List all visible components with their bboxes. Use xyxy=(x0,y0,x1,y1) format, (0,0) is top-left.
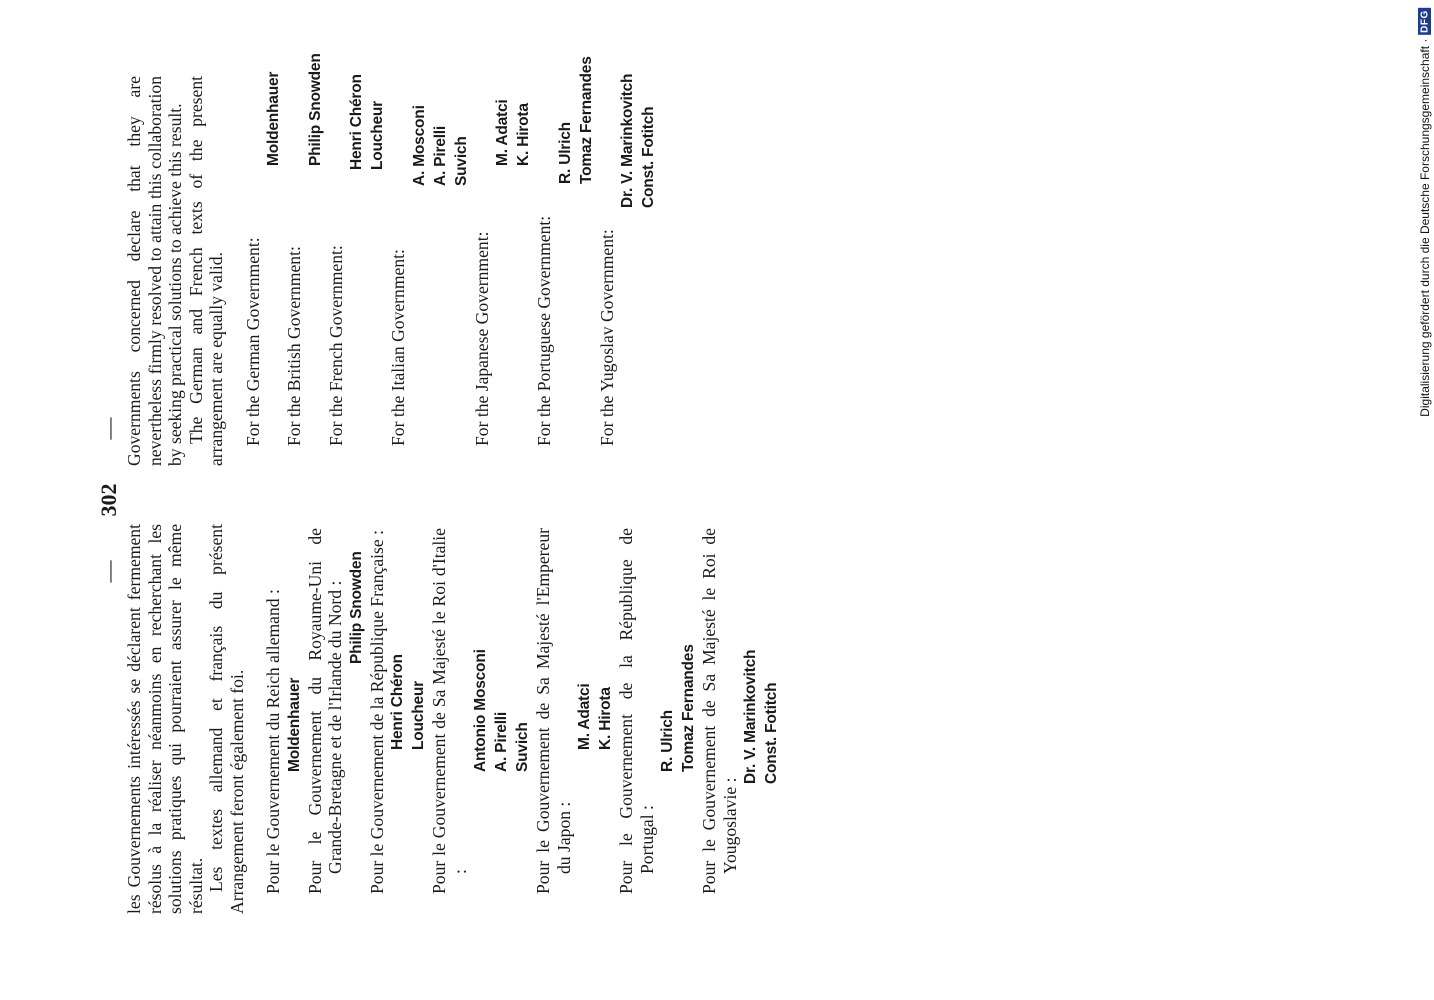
signer-name: Henri Chéron xyxy=(348,74,365,170)
english-signers-italy xyxy=(409,76,472,466)
signer-name: K. Hirota xyxy=(597,687,614,750)
dash-left: — xyxy=(96,560,121,583)
signer-name: Tomaz Fernandes xyxy=(680,644,697,772)
english-signers-portugal xyxy=(555,56,597,466)
french-heading-uk: Pour le Gouvernement du Royaume-Uni de Grande-Bretagne et de l'Irlande du Nord : xyxy=(304,528,345,894)
english-heading-italy: For the Italian Government: xyxy=(388,249,408,446)
french-column xyxy=(124,524,782,914)
signer-name: A. Mosconi xyxy=(410,105,428,186)
french-heading-japan: Pour le Gouvernement de Sa Majesté l'Empereur du Japon : xyxy=(533,528,574,894)
signer-name: A. Pirelli xyxy=(431,125,449,186)
signer-name: R. Ulrich xyxy=(659,710,676,772)
french-signers-germany xyxy=(284,524,305,914)
french-heading-germany: Pour le Gouvernement du Reich allemand : xyxy=(263,589,283,894)
signer-name: Philip Snowden xyxy=(306,53,324,166)
english-heading-germany: For the German Government: xyxy=(242,237,263,446)
french-signers-yugoslavia xyxy=(740,524,782,914)
signer-name: K. Hirota xyxy=(515,103,532,166)
signer-name: Suvich xyxy=(452,136,470,186)
french-heading-portugal: Pour le Gouvernement de la République de Portugal : xyxy=(616,528,657,894)
french-heading-italy: Pour le Gouvernement de Sa Majesté le Roi d'Italie : xyxy=(429,528,470,894)
signer-name: Dr. V. Marinkovitch xyxy=(742,649,759,784)
english-heading-japan: For the Japanese Government: xyxy=(471,231,492,446)
signer-name: Dr. V. Marinkovitch xyxy=(619,73,636,208)
english-heading-france: For the French Government: xyxy=(325,245,346,446)
page-number: 302 xyxy=(96,483,121,517)
signer-name: Loucheur xyxy=(410,680,427,750)
signer-name: Const. Fotitch xyxy=(763,682,780,784)
signer-name: Henri Chéron xyxy=(389,654,406,750)
french-signers-france xyxy=(387,524,429,914)
digitization-credit xyxy=(1418,8,1432,417)
english-heading-yugoslavia: For the Yugoslav Government: xyxy=(596,229,617,446)
signer-name: M. Adatci xyxy=(576,683,593,750)
french-paragraph-2: Les textes allemand et français du présent Arrangement feront également foi. xyxy=(206,524,247,914)
english-paragraph-2: The German and French texts of the present arrangement are equally valid. xyxy=(185,76,226,466)
dash-right: — xyxy=(96,417,121,440)
french-heading-france: Pour le Gouvernement de la République Française : xyxy=(366,530,387,894)
english-signers-uk xyxy=(305,53,326,466)
french-heading-yugoslavia: Pour le Gouvernement de Sa Majesté le Roi de Yougoslavie : xyxy=(699,528,740,894)
signer-name: Philip Snowden xyxy=(347,551,365,664)
signer-name: Antonio Mosconi xyxy=(472,649,489,772)
english-signers-yugoslavia xyxy=(617,73,659,466)
french-paragraph-1: les Gouvernements intéressés se déclarent fermement résolus à la réaliser néanmoins en recherchant les solutions pratiques qui pourraient assurer le même résultat. xyxy=(124,524,206,914)
signer-name: Suvich xyxy=(514,722,531,772)
signer-name: A. Pirelli xyxy=(493,711,510,772)
english-heading-portugal: For the Portuguese Government: xyxy=(534,215,554,446)
signer-name: Tomaz Fernandes xyxy=(577,56,595,184)
english-signers-japan xyxy=(492,76,534,466)
french-signers-uk xyxy=(346,524,367,914)
signer-name: Moldenhauer xyxy=(285,677,303,772)
signer-name: Moldenhauer xyxy=(265,71,282,166)
french-signers-japan xyxy=(574,524,616,914)
signer-name: R. Ulrich xyxy=(556,122,574,184)
credit-text: Digitalisierung gefördert durch die Deutsche Forschungsgemeinschaft · xyxy=(1418,38,1432,417)
english-column xyxy=(124,53,659,466)
signer-name: Loucheur xyxy=(369,100,386,170)
english-signers-france xyxy=(346,76,388,466)
english-signers-germany xyxy=(263,71,284,466)
signer-name: M. Adatci xyxy=(494,99,511,166)
page-number-line xyxy=(96,0,122,1000)
english-paragraph-1: Governments concerned declare that they are nevertheless firmly resolved to attain this collaboration by seeking practical solutions to achieve this result. xyxy=(124,76,185,466)
english-heading-uk: For the British Government: xyxy=(284,246,304,446)
french-signers-portugal xyxy=(657,524,699,914)
signer-name: Const. Fotitch xyxy=(640,106,657,208)
dfg-logo: DFG xyxy=(1419,10,1431,33)
french-signers-italy xyxy=(470,524,533,914)
